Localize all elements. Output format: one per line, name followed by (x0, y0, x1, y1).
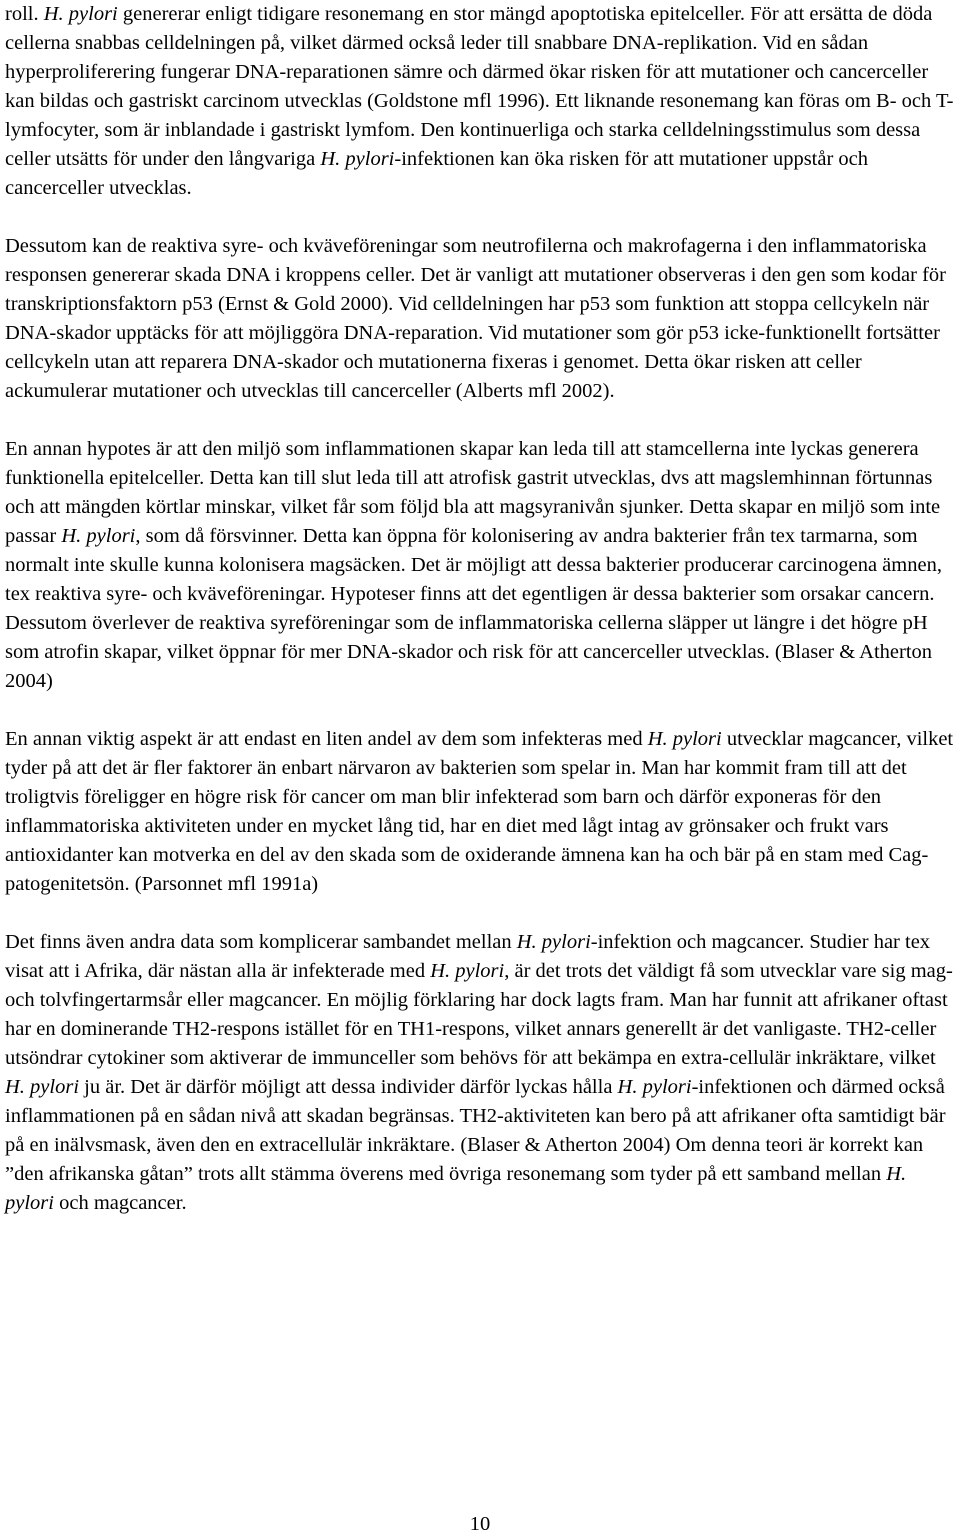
text-run: -infektion och magcancer. Studier har tex visat att i Afrika, där nästan alla är infekterade med (5, 931, 931, 982)
italic-species-name: H. pylori (617, 1076, 692, 1098)
document-body (5, 0, 955, 1218)
text-run: roll. (5, 3, 44, 25)
text-run: -infektionen och därmed också inflammationen på en sådan nivå att skadan begränsas. TH2-aktiviteten kan bero på att afrikaner ofta samtidigt bär på en inälvsmask, även den en extracellulär inkräktare. (Blaser & Atherton 2004) Om denna teori är korrekt kan ”den afrikanska gåtan” trots allt stämma överens med övriga resonemang som tyder på ett samband mellan (5, 1076, 946, 1185)
text-run: genererar enligt tidigare resonemang en stor mängd apoptotiska epitelceller. För att ersätta de döda cellerna snabbas celldelningen på, vilket därmed också leder till snabbare DNA-replikation. Vid en sådan hyperproliferering fungerar DNA-reparationen sämre och därmed ökar risken för att mutationer och cancerceller kan bildas och gastriskt carcinom utvecklas (Goldstone mfl 1996). Ett liknande resonemang kan föras om B- och T-lymfocyter, som är inblandade i gastriskt lymfom. Den kontinuerliga och starka celldelningsstimulus som dessa celler utsätts för under den långvariga (5, 3, 954, 170)
paragraph-atrophic-gastritis (5, 435, 955, 696)
text-run: Det finns även andra data som komplicerar sambandet mellan (5, 931, 517, 953)
text-run: , som då försvinner. Detta kan öppna för kolonisering av andra bakterier från tex tarmarna, som normalt inte skulle kunna kolonisera magsäcken. Det är möjligt att dessa bakterier producerar carcinogena ämnen, tex reaktiva syre- och kväveföreningar. Hypoteser finns att det egentligen är dessa bakterier som orsakar cancern. Dessutom överlever de reaktiva syreföreningar som de inflammatoriska cellerna släpper ut längre i det högre pH som atrofin skapar, vilket öppnar för mer DNA-skador och risk för att cancerceller utvecklas. (Blaser & Atherton 2004) (5, 525, 942, 692)
italic-species-name: H. pylori (43, 3, 118, 25)
text-run: En annan hypotes är att den miljö som inflammationen skapar kan leda till att stamcellerna inte lyckas generera funktionella epitelceller. Detta kan till slut leda till att atrofisk gastrit utvecklas, dvs att magslemhinnan förtunnas och att mängden körtlar minskar, vilket får som följd bla att magsyranivån sjunker. Detta skapar en miljö som inte passar (5, 438, 941, 547)
text-run: och magcancer. (53, 1192, 187, 1214)
italic-species-name: H. pylori (5, 1163, 907, 1214)
italic-species-name: H. pylori (5, 1076, 80, 1098)
text-run: , är det trots det väldigt få som utvecklar vare sig mag- och tolvfingertarmsår eller magcancer. En möjlig förklaring har dock lagts fram. Man har funnit att afrikaner oftast har en dominerande TH2-respons istället för en TH1-respons, vilket annars generellt är det vanligaste. TH2-celler utsöndrar cytokiner som aktiverar de immunceller som behövs för att bekämpa en extra-cellulär inkräktare, vilket (5, 960, 953, 1069)
text-run: -infektionen kan öka risken för att mutationer uppstår och cancerceller utvecklas. (5, 148, 869, 199)
text-run: ju är. Det är därför möjligt att dessa individer därför lyckas hålla (79, 1076, 618, 1098)
paragraph-reactive-oxygen-p53 (5, 232, 955, 406)
paragraph-risk-factors (5, 725, 955, 899)
italic-species-name: H. pylori (61, 525, 136, 547)
paragraph-african-enigma (5, 928, 955, 1218)
paragraph-cell-proliferation (5, 0, 955, 203)
italic-species-name: H. pylori (516, 931, 591, 953)
italic-species-name: H. pylori (320, 148, 395, 170)
page-number: 10 (469, 1513, 491, 1535)
text-run: utvecklar magcancer, vilket tyder på att det är fler faktorer än enbart närvaron av bakterien som spelar in. Man har kommit fram till att det troligtvis föreligger en högre risk för cancer om man blir infekterad som barn och därför exponeras för den inflammatoriska aktiviteten under en mycket lång tid, har en diet med lågt intag av grönsaker och frukt vars antioxidanter kan motverka en del av den skada som de oxiderande ämnena kan ha och bär på en stam med Cag-patogenitetsön. (Parsonnet mfl 1991a) (5, 728, 954, 895)
italic-species-name: H. pylori (430, 960, 505, 982)
text-run: Dessutom kan de reaktiva syre- och kväveföreningar som neutrofilerna och makrofagerna i den inflammatoriska responsen genererar skada DNA i kroppens celler. Det är vanligt att mutationer observeras i den gen som kodar för transkriptionsfaktorn p53 (Ernst & Gold 2000). Vid celldelningen har p53 som funktion att stoppa cellcykeln när DNA-skador upptäcks för att möjliggöra DNA-reparation. Vid mutationer som gör p53 icke-funktionellt fortsätter cellcykeln utan att reparera DNA-skador och mutationerna fixeras i genomet. Detta ökar risken att celler ackumulerar mutationer och utvecklas till cancerceller (Alberts mfl 2002). (5, 235, 946, 402)
italic-species-name: H. pylori (647, 728, 722, 750)
text-run: En annan viktig aspekt är att endast en liten andel av dem som infekteras med (5, 728, 648, 750)
